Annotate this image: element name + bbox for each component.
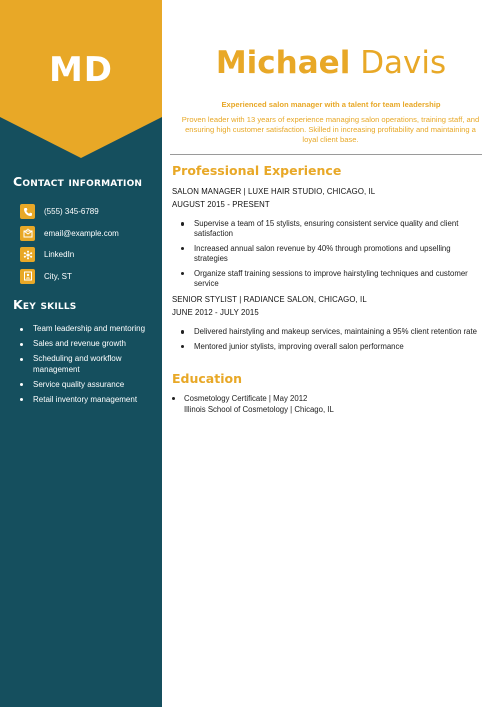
skill-item: Team leadership and mentoring (20, 324, 156, 335)
skill-item: Service quality assurance (20, 380, 156, 391)
contact-phone-text: (555) 345-6789 (44, 207, 99, 216)
first-name: Michael (215, 45, 351, 81)
education-item (172, 393, 472, 415)
job-dates: JUNE 2012 - JULY 2015 (172, 308, 259, 317)
monogram-banner (0, 0, 162, 158)
contact-heading: Contact information (13, 174, 143, 189)
job-bullets (181, 327, 481, 357)
experience-heading: Professional Experience (172, 163, 342, 178)
last-name: Davis (360, 45, 447, 81)
job-dates: AUGUST 2015 - PRESENT (172, 200, 270, 209)
divider (170, 154, 482, 155)
candidate-name (162, 45, 500, 81)
education-school: Illinois School of Cosmetology | Chicago, IL (184, 405, 334, 414)
contact-location-text: City, ST (44, 271, 72, 281)
education-heading: Education (172, 371, 242, 386)
skills-list (20, 324, 156, 410)
contact-email[interactable] (20, 223, 160, 244)
sidebar (0, 0, 162, 707)
education-credential: Cosmetology Certificate | May 2012 (184, 394, 308, 403)
job-bullet: Delivered hairstyling and makeup services, maintaining a 95% client retention rate (181, 327, 481, 337)
job-title: SALON MANAGER | LUXE HAIR STUDIO, CHICAGO, IL (172, 187, 376, 196)
contact-linkedin[interactable] (20, 244, 160, 265)
monogram: MD (48, 50, 114, 90)
education-list (172, 393, 472, 415)
headline: Experienced salon manager with a talent for team leadership (221, 100, 441, 109)
job-bullets (181, 219, 481, 293)
job-bullet: Mentored junior stylists, improving overall salon performance (181, 342, 481, 352)
skill-item: Retail inventory management (20, 395, 156, 406)
skill-item: Scheduling and workflow management (20, 354, 156, 375)
contact-location[interactable] (20, 266, 160, 287)
job-bullet: Supervise a team of 15 stylists, ensuring consistent service quality and client satisfaction (181, 219, 481, 239)
phone-icon (20, 204, 35, 219)
location-icon (20, 269, 35, 284)
job-bullet: Increased annual salon revenue by 40% through promotions and upselling strategies (181, 244, 481, 264)
contact-list (20, 201, 160, 287)
contact-phone[interactable] (20, 201, 160, 222)
skill-item: Sales and revenue growth (20, 339, 156, 350)
linkedin-icon (20, 247, 35, 262)
contact-linkedin-text: LinkedIn (44, 250, 75, 259)
job-title: SENIOR STYLIST | RADIANCE SALON, CHICAGO, IL (172, 295, 367, 304)
email-icon (20, 226, 35, 241)
contact-email-text: email@example.com (44, 228, 119, 238)
job-bullet: Organize staff training sessions to improve hairstyling techniques and customer service (181, 269, 481, 289)
summary: Proven leader with 13 years of experience managing salon operations, training staff, and ensuring high customer satisfaction. Skilled in increasing profitability and maintaining a loyal client base. (181, 115, 480, 144)
skills-heading: Key skills (13, 297, 77, 312)
